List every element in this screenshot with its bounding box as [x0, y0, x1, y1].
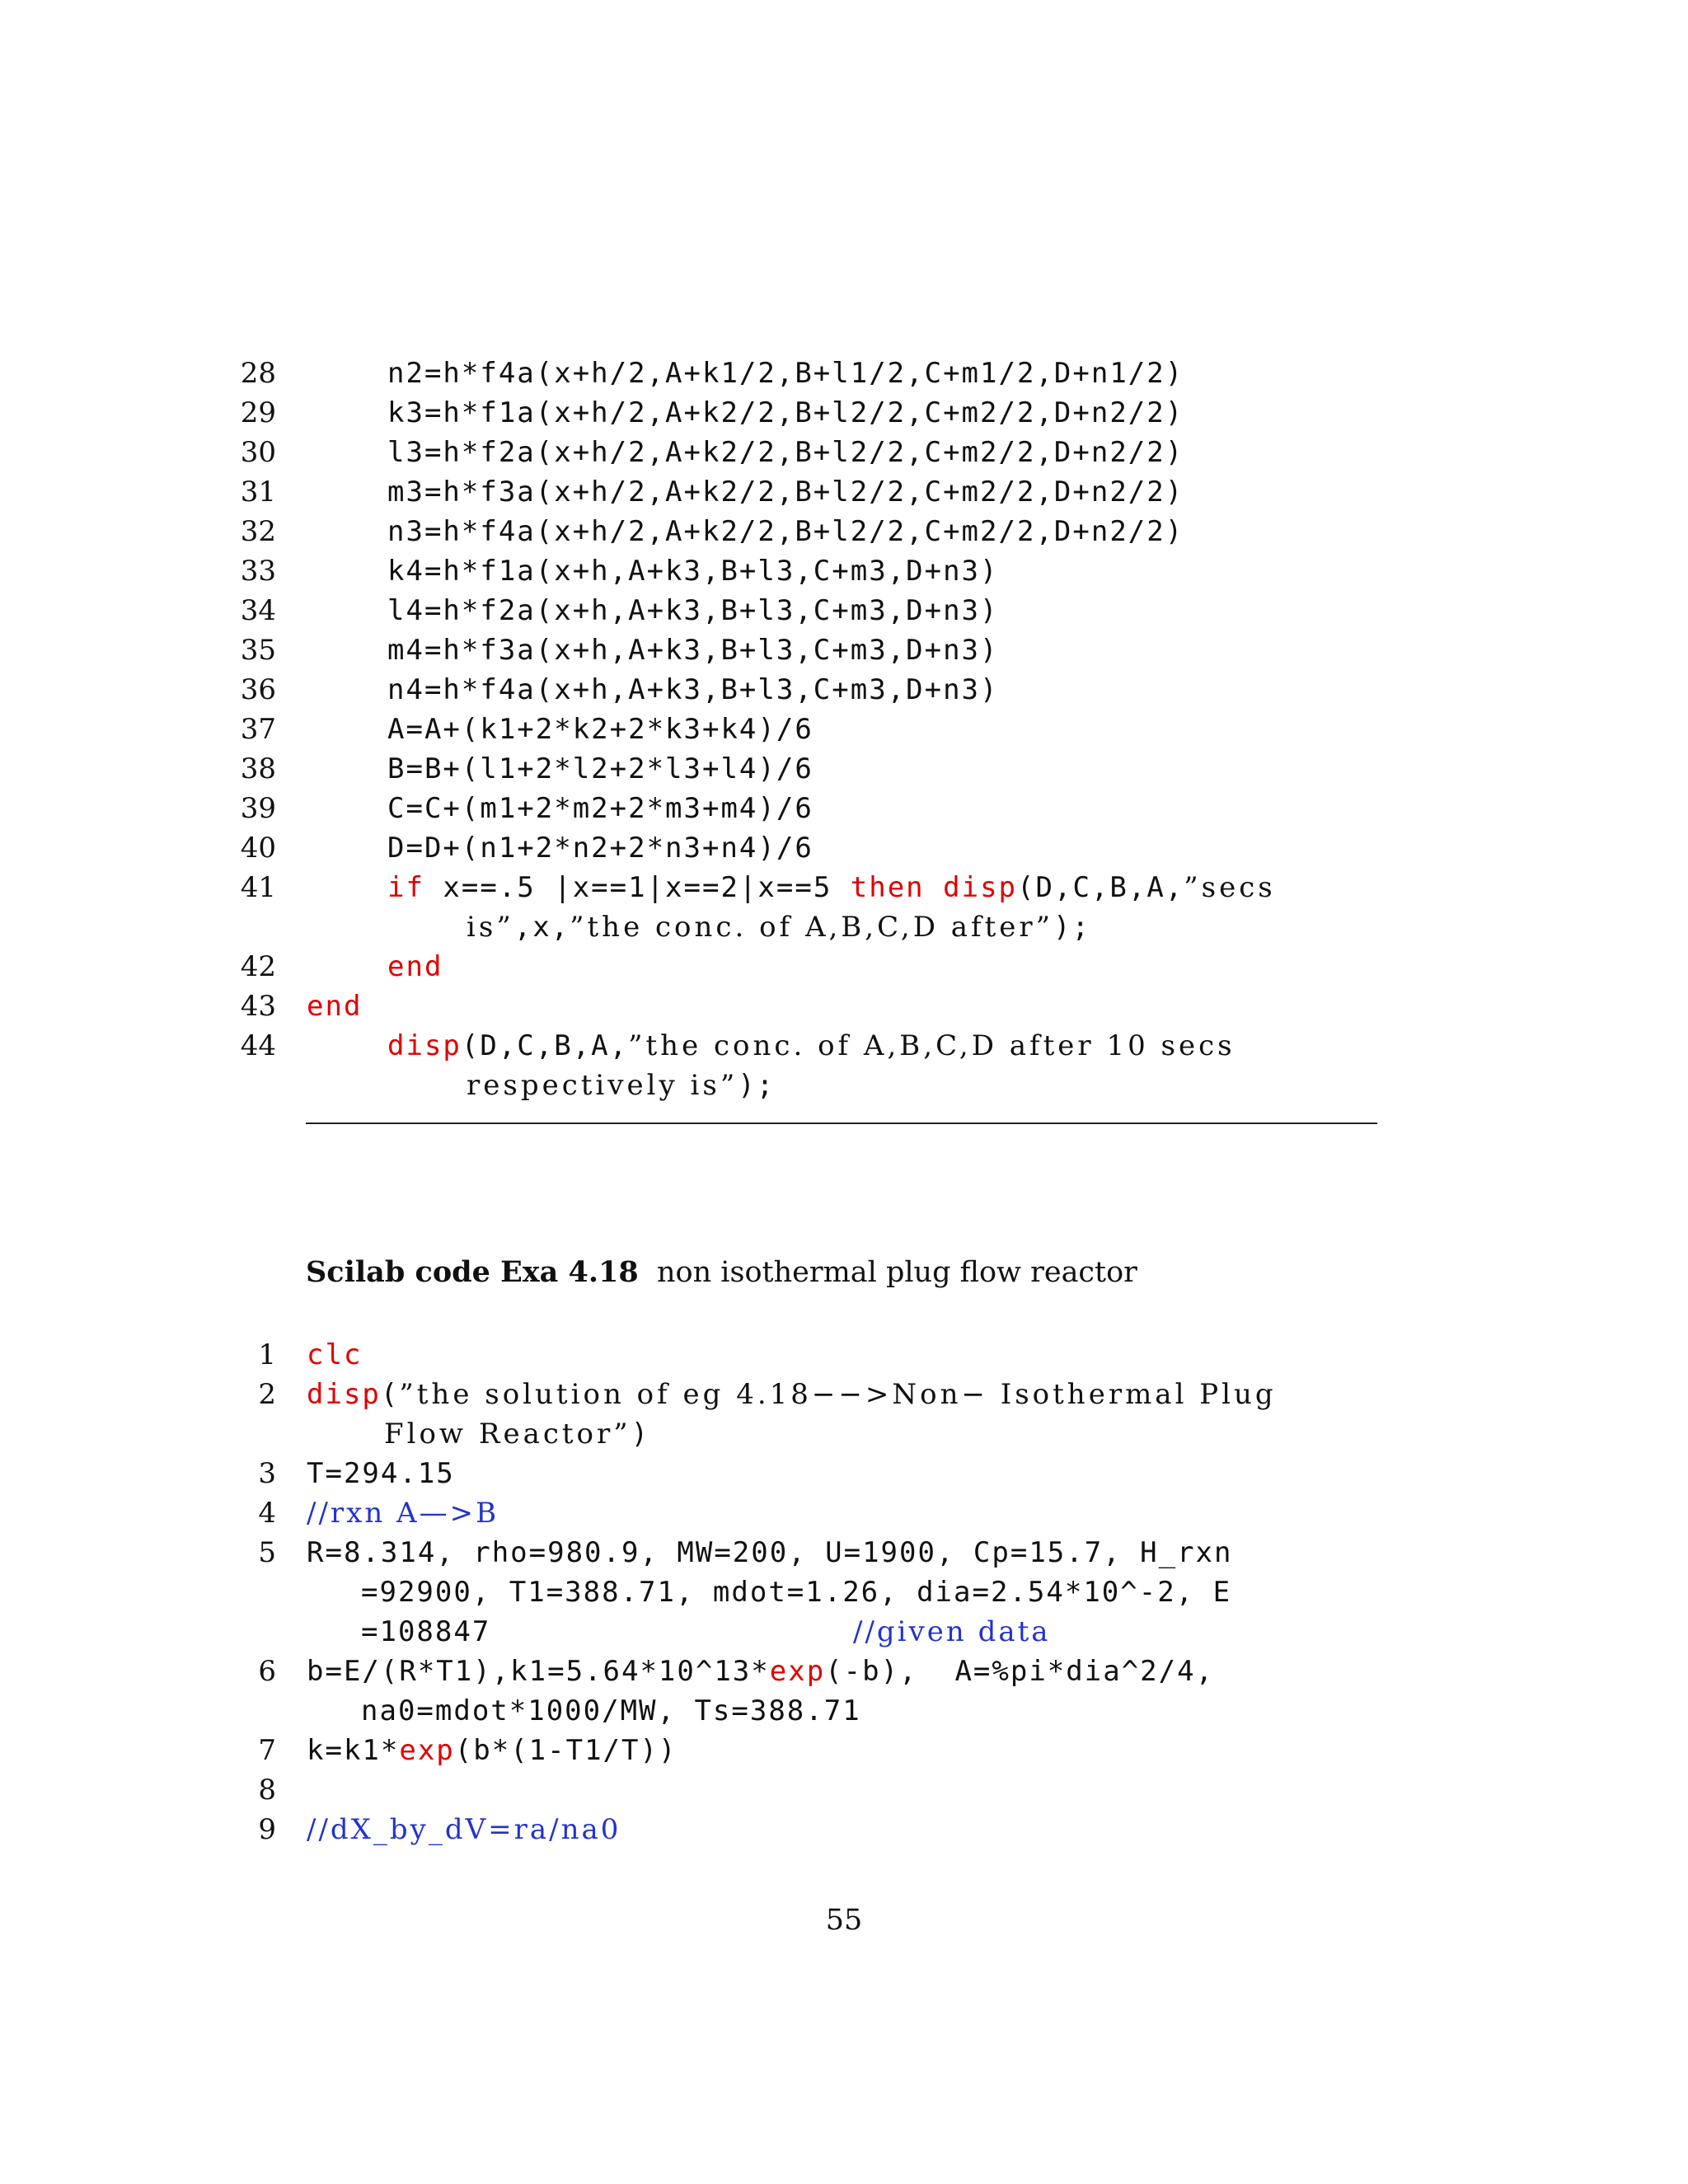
code-line-5-comment	[853, 1612, 1051, 1652]
line-number: 36	[240, 673, 276, 706]
line-number: 41	[240, 871, 276, 904]
string-literal: ”secs	[1184, 871, 1276, 904]
line-number: 6	[258, 1655, 276, 1688]
keyword-exp: exp	[399, 1734, 455, 1767]
keyword-clc: clc	[307, 1338, 363, 1371]
line-number: 42	[240, 950, 276, 983]
code-line: m4=h*f3a(x+h,A+k3,B+l3,C+m3,D+n3)	[387, 634, 999, 667]
code-line-6-continuation: na0=mdot*1000/MW, Ts=388.71	[361, 1694, 861, 1727]
line-number: 35	[240, 634, 276, 667]
line-number: 39	[240, 792, 276, 825]
code-line-2-continuation	[384, 1414, 649, 1454]
code-line-9	[307, 1810, 621, 1849]
code-line-5: R=8.314, rho=980.9, MW=200, U=1900, Cp=15.7, H_rxn	[307, 1536, 1233, 1569]
string-literal: Flow Reactor”	[384, 1418, 631, 1451]
line-number: 33	[240, 555, 276, 588]
keyword-end: end	[307, 990, 363, 1023]
paren: (	[380, 1378, 400, 1411]
code-comment: //dX_by_dV=ra/na0	[307, 1813, 621, 1846]
condition: x==.5 |x==1|x==2|x==5	[424, 871, 851, 904]
code-line: A=A+(k1+2*k2+2*k3+k4)/6	[387, 713, 814, 746]
line-number: 30	[240, 436, 276, 469]
string-literal: respectively is”	[467, 1069, 738, 1102]
code-line-6	[307, 1652, 1214, 1691]
listing-end-rule	[306, 1122, 1377, 1124]
code-line: l3=h*f2a(x+h/2,A+k2/2,B+l2/2,C+m2/2,D+n2/2)	[387, 436, 1184, 469]
line-number: 4	[258, 1497, 276, 1530]
string-literal: ”the solution of eg 4.18−−>Non− Isothermal Plug	[399, 1378, 1277, 1411]
code-line: B=B+(l1+2*l2+2*l3+l4)/6	[387, 752, 814, 785]
code-line: k4=h*f1a(x+h,A+k3,B+l3,C+m3,D+n3)	[387, 555, 999, 588]
string-literal: is”	[467, 911, 514, 944]
line-number: 37	[240, 713, 276, 746]
code-line-2	[307, 1375, 1277, 1414]
keyword-end: end	[387, 950, 443, 983]
caption-title: non isothermal plug flow reactor	[657, 1256, 1137, 1289]
line-number: 1	[258, 1338, 276, 1371]
disp-args: (D,C,B,A,	[1017, 871, 1184, 904]
code-line-44	[387, 1026, 1236, 1066]
line-number: 34	[240, 594, 276, 627]
keyword-if: if	[387, 871, 424, 904]
code-text: (b*(1-T1/T))	[454, 1734, 678, 1767]
code-line: n3=h*f4a(x+h/2,A+k2/2,B+l2/2,C+m2/2,D+n2/2)	[387, 515, 1184, 548]
code-line-3: T=294.15	[307, 1457, 455, 1490]
keyword-then: then	[850, 871, 925, 904]
code-text: b=E/(R*T1),k1=5.64*10^13*	[307, 1655, 770, 1688]
code-line-41-continuation	[467, 907, 1090, 947]
keyword-disp: disp	[307, 1378, 381, 1411]
statement-end: );	[1053, 911, 1090, 944]
code-line-42	[387, 947, 443, 987]
line-number: 9	[258, 1813, 276, 1846]
line-number: 8	[258, 1774, 276, 1807]
code-line: m3=h*f3a(x+h/2,A+k2/2,B+l2/2,C+m2/2,D+n2/2)	[387, 476, 1184, 509]
code-line: l4=h*f2a(x+h,A+k3,B+l3,C+m3,D+n3)	[387, 594, 999, 627]
code-text: k=k1*	[307, 1734, 400, 1767]
line-number: 31	[240, 476, 276, 509]
keyword-disp: disp	[387, 1029, 462, 1062]
code-line: n4=h*f4a(x+h,A+k3,B+l3,C+m3,D+n3)	[387, 673, 999, 706]
code-comment: //given data	[853, 1615, 1051, 1648]
code-line-44-continuation	[467, 1066, 775, 1105]
code-text: (-b), A=%pi*dia^2/4,	[825, 1655, 1215, 1688]
caption-label: Scilab code Exa 4.18	[306, 1255, 639, 1289]
string-literal: ”the conc. of A,B,C,D after”	[570, 911, 1054, 944]
line-number: 44	[240, 1029, 276, 1062]
code-line-41	[387, 868, 1276, 907]
keyword-disp: disp	[943, 871, 1018, 904]
code-line: C=C+(m1+2*m2+2*m3+m4)/6	[387, 792, 814, 825]
string-literal: ”the conc. of A,B,C,D after 10 secs	[628, 1029, 1236, 1062]
code-line-1	[307, 1335, 362, 1375]
line-number: 2	[258, 1378, 276, 1411]
line-number: 32	[240, 515, 276, 548]
line-number: 3	[258, 1457, 276, 1490]
code-line-5-continuation-1: =92900, T1=388.71, mdot=1.26, dia=2.54*10^-2, E	[361, 1576, 1232, 1609]
disp-args: (D,C,B,A,	[461, 1029, 629, 1062]
line-number: 28	[240, 357, 276, 390]
paren: )	[631, 1418, 650, 1451]
page-number: 55	[825, 1904, 863, 1937]
code-line-43	[307, 987, 362, 1026]
line-number: 7	[258, 1734, 276, 1767]
code-line-5-continuation-2: =108847	[361, 1615, 491, 1648]
disp-args: ,x,	[513, 911, 570, 944]
statement-end: );	[738, 1069, 776, 1102]
line-number: 43	[240, 990, 276, 1023]
code-line-7	[307, 1731, 677, 1770]
code-comment: //rxn A—>B	[307, 1497, 499, 1530]
code-line: n2=h*f4a(x+h/2,A+k1/2,B+l1/2,C+m1/2,D+n1/2)	[387, 357, 1184, 390]
line-number: 38	[240, 752, 276, 785]
line-number: 40	[240, 832, 276, 865]
line-number: 29	[240, 396, 276, 429]
keyword-exp: exp	[769, 1655, 826, 1688]
code-line-4	[307, 1493, 499, 1533]
space	[925, 871, 943, 904]
code-caption	[306, 1253, 1137, 1292]
code-line: k3=h*f1a(x+h/2,A+k2/2,B+l2/2,C+m2/2,D+n2/2)	[387, 396, 1184, 429]
line-number: 5	[258, 1536, 276, 1569]
code-line: D=D+(n1+2*n2+2*n3+n4)/6	[387, 832, 814, 865]
